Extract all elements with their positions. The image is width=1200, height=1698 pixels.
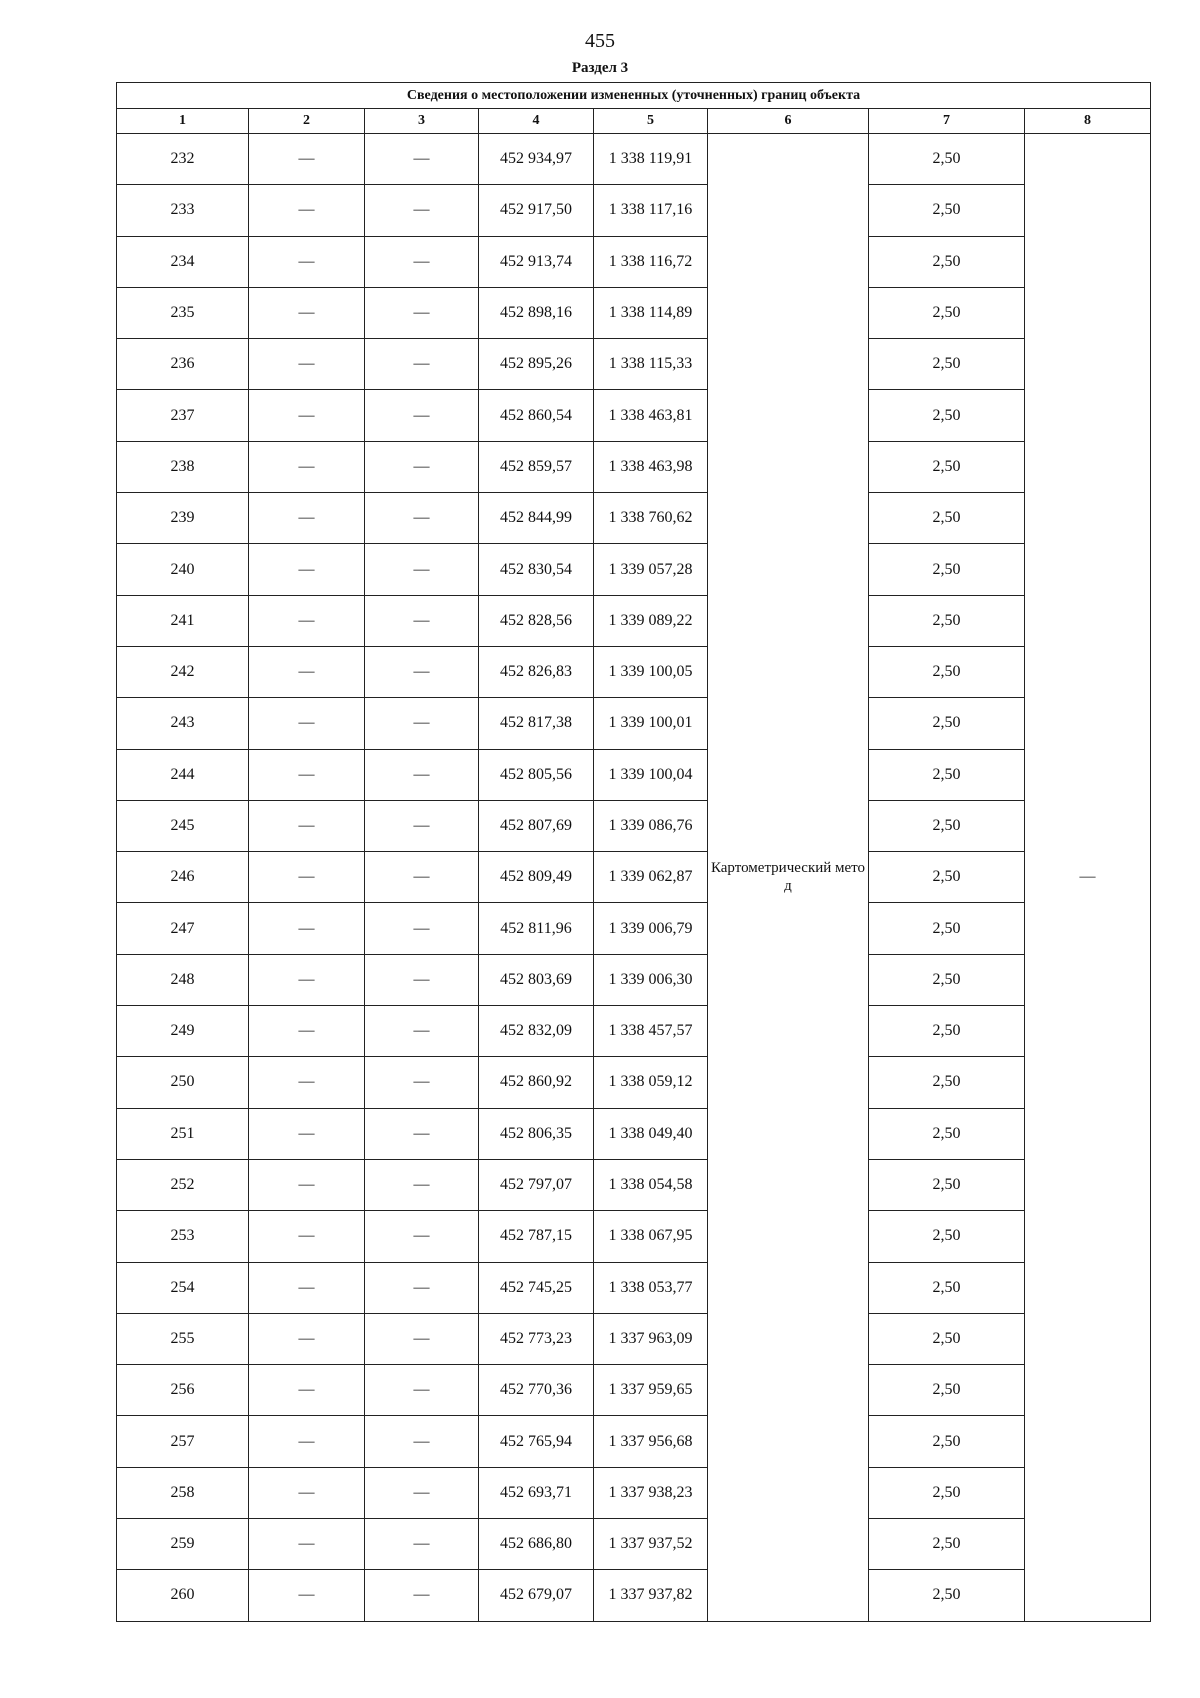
point-number-cell: 256 <box>117 1365 249 1416</box>
x-coordinate-cell: 452 806,35 <box>479 1108 594 1159</box>
point-number-cell: 243 <box>117 698 249 749</box>
col2-cell: — <box>249 1313 365 1364</box>
x-coordinate-cell: 452 693,71 <box>479 1467 594 1518</box>
col3-cell: — <box>365 954 479 1005</box>
x-coordinate-cell: 452 809,49 <box>479 852 594 903</box>
point-number-cell: 247 <box>117 903 249 954</box>
col2-cell: — <box>249 800 365 851</box>
point-number-cell: 250 <box>117 1057 249 1108</box>
accuracy-cell: 2,50 <box>869 236 1025 287</box>
col3-cell: — <box>365 1262 479 1313</box>
accuracy-cell: 2,50 <box>869 749 1025 800</box>
table-row <box>117 1467 1151 1518</box>
accuracy-cell: 2,50 <box>869 1057 1025 1108</box>
col3-cell: — <box>365 1365 479 1416</box>
accuracy-cell: 2,50 <box>869 1211 1025 1262</box>
y-coordinate-cell: 1 338 067,95 <box>594 1211 708 1262</box>
accuracy-cell: 2,50 <box>869 800 1025 851</box>
accuracy-cell: 2,50 <box>869 1262 1025 1313</box>
col3-cell: — <box>365 903 479 954</box>
col3-cell: — <box>365 441 479 492</box>
col2-cell: — <box>249 1006 365 1057</box>
col3-cell: — <box>365 544 479 595</box>
col3-cell: — <box>365 1313 479 1364</box>
table-row <box>117 134 1151 185</box>
col3-cell: — <box>365 1057 479 1108</box>
x-coordinate-cell: 452 917,50 <box>479 185 594 236</box>
col2-cell: — <box>249 339 365 390</box>
col3-cell: — <box>365 493 479 544</box>
y-coordinate-cell: 1 338 463,81 <box>594 390 708 441</box>
y-coordinate-cell: 1 338 049,40 <box>594 1108 708 1159</box>
table-row <box>117 390 1151 441</box>
column-number-6: 6 <box>708 109 869 134</box>
col3-cell: — <box>365 852 479 903</box>
column-number-row <box>117 109 1151 134</box>
col3-cell: — <box>365 1519 479 1570</box>
point-number-cell: 240 <box>117 544 249 595</box>
col3-cell: — <box>365 1570 479 1621</box>
accuracy-cell: 2,50 <box>869 595 1025 646</box>
y-coordinate-cell: 1 338 054,58 <box>594 1159 708 1210</box>
col2-cell: — <box>249 595 365 646</box>
point-number-cell: 248 <box>117 954 249 1005</box>
col2-cell: — <box>249 698 365 749</box>
y-coordinate-cell: 1 338 117,16 <box>594 185 708 236</box>
y-coordinate-cell: 1 338 053,77 <box>594 1262 708 1313</box>
col3-cell: — <box>365 236 479 287</box>
point-number-cell: 244 <box>117 749 249 800</box>
accuracy-cell: 2,50 <box>869 903 1025 954</box>
col2-cell: — <box>249 954 365 1005</box>
y-coordinate-cell: 1 337 937,82 <box>594 1570 708 1621</box>
table-caption: Сведения о местоположении измененных (уточненных) границ объекта <box>117 83 1151 109</box>
table-row <box>117 1057 1151 1108</box>
point-number-cell: 245 <box>117 800 249 851</box>
table-row <box>117 1365 1151 1416</box>
x-coordinate-cell: 452 826,83 <box>479 646 594 697</box>
x-coordinate-cell: 452 803,69 <box>479 954 594 1005</box>
x-coordinate-cell: 452 773,23 <box>479 1313 594 1364</box>
table-row <box>117 698 1151 749</box>
col2-cell: — <box>249 1057 365 1108</box>
col2-cell: — <box>249 1467 365 1518</box>
method-cell: Картометрический метод <box>708 134 869 1622</box>
col2-cell: — <box>249 390 365 441</box>
table-row <box>117 954 1151 1005</box>
x-coordinate-cell: 452 745,25 <box>479 1262 594 1313</box>
x-coordinate-cell: 452 898,16 <box>479 287 594 338</box>
y-coordinate-cell: 1 339 089,22 <box>594 595 708 646</box>
col2-cell: — <box>249 1416 365 1467</box>
point-number-cell: 232 <box>117 134 249 185</box>
accuracy-cell: 2,50 <box>869 852 1025 903</box>
y-coordinate-cell: 1 339 100,05 <box>594 646 708 697</box>
column-number-3: 3 <box>365 109 479 134</box>
col2-cell: — <box>249 852 365 903</box>
x-coordinate-cell: 452 832,09 <box>479 1006 594 1057</box>
accuracy-cell: 2,50 <box>869 185 1025 236</box>
table-row <box>117 1416 1151 1467</box>
y-coordinate-cell: 1 339 057,28 <box>594 544 708 595</box>
y-coordinate-cell: 1 338 463,98 <box>594 441 708 492</box>
y-coordinate-cell: 1 338 760,62 <box>594 493 708 544</box>
table-row <box>117 236 1151 287</box>
accuracy-cell: 2,50 <box>869 1006 1025 1057</box>
col8-cell: — <box>1025 134 1151 1622</box>
col3-cell: — <box>365 339 479 390</box>
col3-cell: — <box>365 185 479 236</box>
table-row <box>117 1519 1151 1570</box>
y-coordinate-cell: 1 338 059,12 <box>594 1057 708 1108</box>
accuracy-cell: 2,50 <box>869 954 1025 1005</box>
col3-cell: — <box>365 749 479 800</box>
col2-cell: — <box>249 1159 365 1210</box>
point-number-cell: 259 <box>117 1519 249 1570</box>
page-number: 455 <box>585 30 615 52</box>
accuracy-cell: 2,50 <box>869 1416 1025 1467</box>
table-body <box>117 134 1151 1622</box>
accuracy-cell: 2,50 <box>869 441 1025 492</box>
col2-cell: — <box>249 1108 365 1159</box>
accuracy-cell: 2,50 <box>869 544 1025 595</box>
accuracy-cell: 2,50 <box>869 287 1025 338</box>
x-coordinate-cell: 452 679,07 <box>479 1570 594 1621</box>
table-row <box>117 441 1151 492</box>
y-coordinate-cell: 1 339 062,87 <box>594 852 708 903</box>
section-title: Раздел 3 <box>571 60 629 76</box>
col3-cell: — <box>365 1006 479 1057</box>
point-number-cell: 254 <box>117 1262 249 1313</box>
accuracy-cell: 2,50 <box>869 339 1025 390</box>
x-coordinate-cell: 452 765,94 <box>479 1416 594 1467</box>
column-number-1: 1 <box>117 109 249 134</box>
col3-cell: — <box>365 595 479 646</box>
y-coordinate-cell: 1 338 119,91 <box>594 134 708 185</box>
x-coordinate-cell: 452 686,80 <box>479 1519 594 1570</box>
table-row <box>117 749 1151 800</box>
y-coordinate-cell: 1 337 963,09 <box>594 1313 708 1364</box>
col2-cell: — <box>249 441 365 492</box>
col3-cell: — <box>365 1416 479 1467</box>
point-number-cell: 241 <box>117 595 249 646</box>
accuracy-cell: 2,50 <box>869 390 1025 441</box>
col2-cell: — <box>249 903 365 954</box>
x-coordinate-cell: 452 797,07 <box>479 1159 594 1210</box>
y-coordinate-cell: 1 337 959,65 <box>594 1365 708 1416</box>
x-coordinate-cell: 452 811,96 <box>479 903 594 954</box>
y-coordinate-cell: 1 338 115,33 <box>594 339 708 390</box>
col2-cell: — <box>249 493 365 544</box>
col3-cell: — <box>365 1211 479 1262</box>
accuracy-cell: 2,50 <box>869 698 1025 749</box>
y-coordinate-cell: 1 338 114,89 <box>594 287 708 338</box>
col3-cell: — <box>365 287 479 338</box>
column-number-4: 4 <box>479 109 594 134</box>
x-coordinate-cell: 452 807,69 <box>479 800 594 851</box>
x-coordinate-cell: 452 828,56 <box>479 595 594 646</box>
point-number-cell: 233 <box>117 185 249 236</box>
point-number-cell: 253 <box>117 1211 249 1262</box>
x-coordinate-cell: 452 913,74 <box>479 236 594 287</box>
col2-cell: — <box>249 134 365 185</box>
col3-cell: — <box>365 1467 479 1518</box>
accuracy-cell: 2,50 <box>869 1159 1025 1210</box>
x-coordinate-cell: 452 844,99 <box>479 493 594 544</box>
column-number-2: 2 <box>249 109 365 134</box>
table-row <box>117 646 1151 697</box>
point-number-cell: 251 <box>117 1108 249 1159</box>
col3-cell: — <box>365 1108 479 1159</box>
y-coordinate-cell: 1 338 116,72 <box>594 236 708 287</box>
table-row <box>117 800 1151 851</box>
table-row <box>117 493 1151 544</box>
y-coordinate-cell: 1 339 086,76 <box>594 800 708 851</box>
y-coordinate-cell: 1 339 100,04 <box>594 749 708 800</box>
point-number-cell: 260 <box>117 1570 249 1621</box>
point-number-cell: 242 <box>117 646 249 697</box>
y-coordinate-cell: 1 339 006,79 <box>594 903 708 954</box>
accuracy-cell: 2,50 <box>869 134 1025 185</box>
col2-cell: — <box>249 1365 365 1416</box>
table-row <box>117 185 1151 236</box>
x-coordinate-cell: 452 934,97 <box>479 134 594 185</box>
table-row <box>117 1211 1151 1262</box>
accuracy-cell: 2,50 <box>869 1313 1025 1364</box>
column-number-7: 7 <box>869 109 1025 134</box>
x-coordinate-cell: 452 770,36 <box>479 1365 594 1416</box>
table-row <box>117 903 1151 954</box>
accuracy-cell: 2,50 <box>869 1365 1025 1416</box>
col3-cell: — <box>365 134 479 185</box>
table-row <box>117 852 1151 903</box>
table-row <box>117 595 1151 646</box>
table-row <box>117 1159 1151 1210</box>
point-number-cell: 235 <box>117 287 249 338</box>
x-coordinate-cell: 452 895,26 <box>479 339 594 390</box>
y-coordinate-cell: 1 338 457,57 <box>594 1006 708 1057</box>
col2-cell: — <box>249 287 365 338</box>
point-number-cell: 234 <box>117 236 249 287</box>
accuracy-cell: 2,50 <box>869 493 1025 544</box>
table-row <box>117 1108 1151 1159</box>
point-number-cell: 239 <box>117 493 249 544</box>
accuracy-cell: 2,50 <box>869 646 1025 697</box>
col2-cell: — <box>249 749 365 800</box>
column-number-8: 8 <box>1025 109 1151 134</box>
x-coordinate-cell: 452 859,57 <box>479 441 594 492</box>
point-number-cell: 237 <box>117 390 249 441</box>
col3-cell: — <box>365 390 479 441</box>
point-number-cell: 252 <box>117 1159 249 1210</box>
point-number-cell: 258 <box>117 1467 249 1518</box>
table-row <box>117 1262 1151 1313</box>
col3-cell: — <box>365 698 479 749</box>
col3-cell: — <box>365 646 479 697</box>
accuracy-cell: 2,50 <box>869 1570 1025 1621</box>
point-number-cell: 236 <box>117 339 249 390</box>
col3-cell: — <box>365 1159 479 1210</box>
column-number-5: 5 <box>594 109 708 134</box>
x-coordinate-cell: 452 787,15 <box>479 1211 594 1262</box>
table-row <box>117 339 1151 390</box>
x-coordinate-cell: 452 817,38 <box>479 698 594 749</box>
point-number-cell: 246 <box>117 852 249 903</box>
accuracy-cell: 2,50 <box>869 1467 1025 1518</box>
table-row <box>117 1313 1151 1364</box>
y-coordinate-cell: 1 339 006,30 <box>594 954 708 1005</box>
point-number-cell: 249 <box>117 1006 249 1057</box>
col2-cell: — <box>249 1262 365 1313</box>
point-number-cell: 255 <box>117 1313 249 1364</box>
col2-cell: — <box>249 185 365 236</box>
col2-cell: — <box>249 1211 365 1262</box>
table-row <box>117 287 1151 338</box>
accuracy-cell: 2,50 <box>869 1519 1025 1570</box>
y-coordinate-cell: 1 339 100,01 <box>594 698 708 749</box>
x-coordinate-cell: 452 830,54 <box>479 544 594 595</box>
col2-cell: — <box>249 236 365 287</box>
x-coordinate-cell: 452 805,56 <box>479 749 594 800</box>
col2-cell: — <box>249 544 365 595</box>
table-row <box>117 1006 1151 1057</box>
point-number-cell: 238 <box>117 441 249 492</box>
table-row <box>117 1570 1151 1621</box>
y-coordinate-cell: 1 337 956,68 <box>594 1416 708 1467</box>
accuracy-cell: 2,50 <box>869 1108 1025 1159</box>
col2-cell: — <box>249 1570 365 1621</box>
point-number-cell: 257 <box>117 1416 249 1467</box>
col3-cell: — <box>365 800 479 851</box>
x-coordinate-cell: 452 860,92 <box>479 1057 594 1108</box>
x-coordinate-cell: 452 860,54 <box>479 390 594 441</box>
col2-cell: — <box>249 646 365 697</box>
y-coordinate-cell: 1 337 938,23 <box>594 1467 708 1518</box>
y-coordinate-cell: 1 337 937,52 <box>594 1519 708 1570</box>
col2-cell: — <box>249 1519 365 1570</box>
table-row <box>117 544 1151 595</box>
coordinates-table <box>116 82 1151 1622</box>
